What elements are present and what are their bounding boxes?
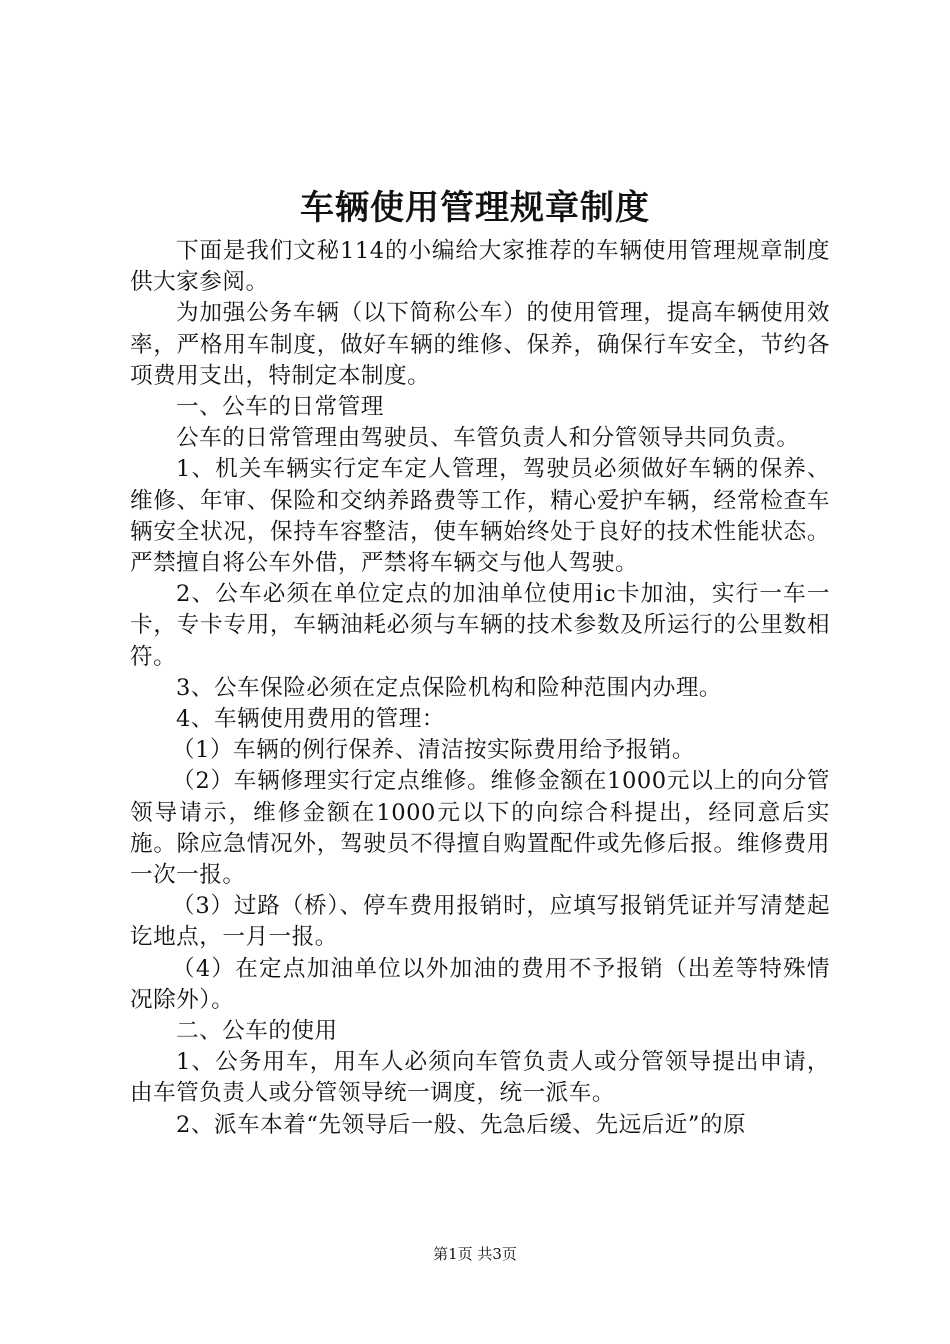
- document-paragraph: （4）在定点加油单位以外加油的费用不予报销（出差等特殊情况除外）。: [130, 955, 830, 1013]
- document-paragraph: 为加强公务车辆（以下简称公车）的使用管理，提高车辆使用效率，严格用车制度，做好车辆的维修、保养，确保行车安全，节约各项费用支出，特制定本制度。: [130, 300, 830, 389]
- document-paragraph: 公车的日常管理由驾驶员、车管负责人和分管领导共同负责。: [176, 425, 800, 452]
- document-paragraph: 2、公车必须在单位定点的加油单位使用ic卡加油，实行一车一卡，专卡专用，车辆油耗必须与车辆的技术参数及所运行的公里数相符。: [130, 581, 830, 670]
- document-title: 车辆使用管理规章制度: [300, 188, 650, 228]
- document-paragraph: 1、公务用车，用车人必须向车管负责人或分管领导提出申请，由车管负责人或分管领导统一调度，统一派车。: [130, 1049, 830, 1107]
- document-paragraph: 一、公车的日常管理: [176, 394, 384, 421]
- document-paragraph: 2、派车本着“先领导后一般、先急后缓、先远后近”的原: [176, 1111, 747, 1138]
- document-paragraph: （1）车辆的例行保养、清洁按实际费用给予报销。: [172, 737, 695, 764]
- page-footer: 第1页 共3页: [433, 1245, 517, 1263]
- document-paragraph: 二、公车的使用: [176, 1018, 338, 1045]
- document-paragraph: 下面是我们文秘114的小编给大家推荐的车辆使用管理规章制度供大家参阅。: [130, 238, 830, 296]
- document-paragraph: （3）过路（桥）、停车费用报销时，应填写报销凭证并写清楚起讫地点，一月一报。: [130, 893, 830, 951]
- document-paragraph: （2）车辆修理实行定点维修。维修金额在1000元以上的向分管领导请示，维修金额在1000元以下的向综合科提出，经同意后实施。除应急情况外，驾驶员不得擅自购置配件或先修后报。维修费用一次一报。: [130, 768, 830, 889]
- document-body: [130, 236, 830, 1141]
- document-paragraph: 4、车辆使用费用的管理：: [176, 706, 445, 733]
- document-paragraph: 3、公车保险必须在定点保险机构和险种范围内办理。: [176, 674, 723, 701]
- document-paragraph: 1、机关车辆实行定车定人管理，驾驶员必须做好车辆的保养、维修、年审、保险和交纳养路费等工作，精心爱护车辆，经常检查车辆安全状况，保持车容整洁，使车辆始终处于良好的技术性能状态。严禁擅自将公车外借，严禁将车辆交与他人驾驶。: [130, 456, 830, 577]
